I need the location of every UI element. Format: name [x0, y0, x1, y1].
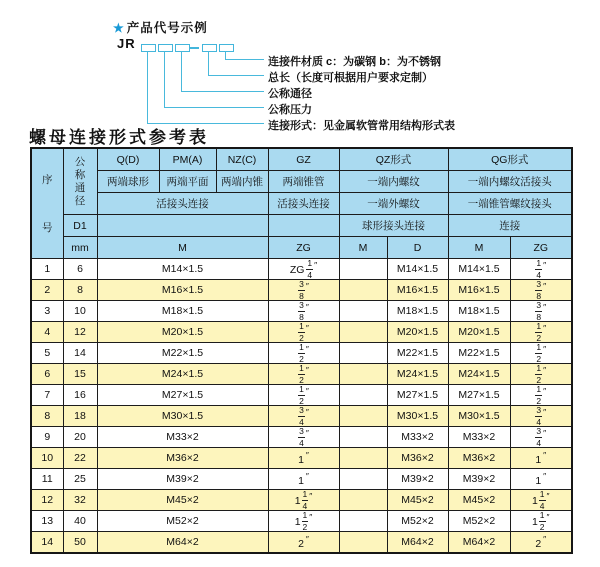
conn-type-taper-joint: 一端锥管螺纹接头 — [448, 193, 572, 215]
table-row — [31, 385, 572, 406]
table-row — [31, 511, 572, 532]
cell-zg: $\frac{3}{8}$ ″ — [268, 280, 339, 301]
table-row — [31, 322, 572, 343]
conn-label: 连接 — [448, 215, 572, 237]
cell-qz-m — [339, 532, 387, 554]
cell-zg: $\frac{1}{2}$ ″ — [268, 343, 339, 364]
group-header-gz: GZ — [268, 148, 339, 171]
table-row — [31, 280, 572, 301]
cell-m: M45×2 — [97, 490, 268, 511]
cell-qz-d: M30×1.5 — [387, 406, 448, 427]
cell-zg: $\frac{3}{4}$ ″ — [268, 406, 339, 427]
cell-zg: $\frac{3}{4}$ ″ — [268, 427, 339, 448]
group-header-pma: PM(A) — [159, 148, 216, 171]
cell-dn: 22 — [63, 448, 97, 469]
cell-qg-zg: $\frac{1}{2}$ ″ — [510, 343, 572, 364]
diagram-title — [113, 18, 208, 36]
cell-m: M39×2 — [97, 469, 268, 490]
cell-dn: 10 — [63, 301, 97, 322]
cell-qz-m — [339, 511, 387, 532]
cell-qz-m — [339, 427, 387, 448]
cell-qg-zg: 1 $\frac{1}{2}$ ″ — [510, 511, 572, 532]
connector-line — [181, 51, 182, 91]
cell-m: M27×1.5 — [97, 385, 268, 406]
cell-dn: 50 — [63, 532, 97, 554]
cell-qz-d: M39×2 — [387, 469, 448, 490]
table-row — [31, 343, 572, 364]
cell-qg-m: M14×1.5 — [448, 259, 510, 280]
cell-index: 2 — [31, 280, 63, 301]
cell-index: 4 — [31, 322, 63, 343]
cell-zg: $\frac{1}{2}$ ″ — [268, 385, 339, 406]
col-header-d1: D1 — [63, 215, 97, 237]
cell-dn: 16 — [63, 385, 97, 406]
empty-cell — [268, 215, 339, 237]
cell-qg-zg: $\frac{1}{2}$ ″ — [510, 364, 572, 385]
cell-index: 10 — [31, 448, 63, 469]
cell-qz-d: M22×1.5 — [387, 343, 448, 364]
cell-qg-m: M27×1.5 — [448, 385, 510, 406]
cell-index: 9 — [31, 427, 63, 448]
connector-line — [208, 75, 264, 76]
desc-nzc: 两端内锥 — [216, 171, 268, 193]
cell-qz-d: M36×2 — [387, 448, 448, 469]
desc-qg: 一端内螺纹活接头 — [448, 171, 572, 193]
cell-m: M36×2 — [97, 448, 268, 469]
cell-zg: $\frac{1}{2}$ ″ — [268, 322, 339, 343]
cell-qz-m — [339, 301, 387, 322]
cell-dn: 15 — [63, 364, 97, 385]
cell-dn: 32 — [63, 490, 97, 511]
code-box-4 — [202, 44, 217, 52]
connector-line — [208, 51, 209, 75]
cell-qz-d: M14×1.5 — [387, 259, 448, 280]
label-total-length: 总长（长度可根据用户要求定制） — [268, 72, 433, 84]
table-row — [31, 406, 572, 427]
cell-qg-m: M45×2 — [448, 490, 510, 511]
cell-zg: 1 $\frac{1}{4}$ ″ — [268, 490, 339, 511]
unit-qz-m: M — [339, 237, 387, 259]
cell-index: 14 — [31, 532, 63, 554]
cell-qg-m: M18×1.5 — [448, 301, 510, 322]
unit-qz-d: D — [387, 237, 448, 259]
cell-dn: 14 — [63, 343, 97, 364]
cell-qg-m: M39×2 — [448, 469, 510, 490]
group-header-nzc: NZ(C) — [216, 148, 268, 171]
group-header-qz: QZ形式 — [339, 148, 448, 171]
cell-m: M52×2 — [97, 511, 268, 532]
cell-index: 3 — [31, 301, 63, 322]
cell-m: M33×2 — [97, 427, 268, 448]
code-prefix: JR — [117, 36, 136, 51]
cell-qz-d: M52×2 — [387, 511, 448, 532]
label-nominal-pressure: 公称压力 — [268, 104, 312, 116]
cell-m: M20×1.5 — [97, 322, 268, 343]
code-box-3 — [175, 44, 190, 52]
cell-qz-d: M16×1.5 — [387, 280, 448, 301]
label-material: 连接件材质 c：为碳钢 b：为不锈钢 — [268, 56, 441, 68]
table-row — [31, 364, 572, 385]
cell-qz-m — [339, 406, 387, 427]
cell-m: M24×1.5 — [97, 364, 268, 385]
cell-qg-m: M36×2 — [448, 448, 510, 469]
label-connection-form: 连接形式：见金属软管常用结构形式表 — [268, 120, 455, 132]
connector-line — [164, 51, 165, 107]
cell-qz-m — [339, 490, 387, 511]
table-row — [31, 490, 572, 511]
connector-line — [147, 51, 148, 123]
cell-m: M16×1.5 — [97, 280, 268, 301]
cell-dn: 8 — [63, 280, 97, 301]
connector-line — [225, 51, 226, 59]
cell-dn: 40 — [63, 511, 97, 532]
col-header-index: 序 号 — [31, 148, 63, 259]
cell-qg-zg: $\frac{1}{2}$ ″ — [510, 322, 572, 343]
group-header-qg: QG形式 — [448, 148, 572, 171]
cell-index: 8 — [31, 406, 63, 427]
cell-dn: 18 — [63, 406, 97, 427]
diagram-title-text: 产品代号示例 — [126, 21, 208, 35]
code-separator-dash — [190, 47, 199, 49]
connector-line — [225, 59, 264, 60]
cell-zg: 1 $\frac{1}{2}$ ″ — [268, 511, 339, 532]
conn-ball-joint: 球形接头连接 — [339, 215, 448, 237]
desc-qz: 一端内螺纹 — [339, 171, 448, 193]
cell-qg-m: M33×2 — [448, 427, 510, 448]
cell-zg: $\frac{3}{8}$ ″ — [268, 301, 339, 322]
cell-qz-m — [339, 280, 387, 301]
cell-dn: 12 — [63, 322, 97, 343]
cell-qg-zg: 1 $\frac{1}{4}$ ″ — [510, 490, 572, 511]
table-row — [31, 427, 572, 448]
code-box-2 — [158, 44, 173, 52]
cell-zg: 1 ″ — [268, 469, 339, 490]
cell-index: 5 — [31, 343, 63, 364]
cell-qg-zg: $\frac{3}{8}$ ″ — [510, 280, 572, 301]
code-box-5 — [219, 44, 234, 52]
cell-qg-zg: $\frac{1}{4}$ ″ — [510, 259, 572, 280]
cell-qg-m: M30×1.5 — [448, 406, 510, 427]
cell-qz-m — [339, 469, 387, 490]
cell-zg: $\frac{1}{2}$ ″ — [268, 364, 339, 385]
table-row — [31, 301, 572, 322]
cell-index: 13 — [31, 511, 63, 532]
cell-qg-m: M52×2 — [448, 511, 510, 532]
cell-qz-d: M33×2 — [387, 427, 448, 448]
cell-qg-zg: 1 ″ — [510, 448, 572, 469]
conn-type-union: 活接头连接 — [97, 193, 268, 215]
nut-connection-table — [30, 147, 573, 554]
desc-pma: 两端平面 — [159, 171, 216, 193]
cell-m: M14×1.5 — [97, 259, 268, 280]
cell-index: 12 — [31, 490, 63, 511]
cell-qz-d: M27×1.5 — [387, 385, 448, 406]
cell-m: M22×1.5 — [97, 343, 268, 364]
cell-dn: 20 — [63, 427, 97, 448]
cell-qg-zg: $\frac{3}{4}$ ″ — [510, 427, 572, 448]
group-header-qd: Q(D) — [97, 148, 159, 171]
cell-qz-m — [339, 364, 387, 385]
cell-qz-d: M18×1.5 — [387, 301, 448, 322]
unit-qg-m: M — [448, 237, 510, 259]
cell-qg-zg: $\frac{1}{2}$ ″ — [510, 385, 572, 406]
cell-qz-m — [339, 385, 387, 406]
cell-qg-m: M64×2 — [448, 532, 510, 554]
conn-type-union-gz: 活接头连接 — [268, 193, 339, 215]
unit-m: M — [97, 237, 268, 259]
cell-index: 1 — [31, 259, 63, 280]
cell-qg-zg: 2 ″ — [510, 532, 572, 554]
cell-qz-m — [339, 343, 387, 364]
cell-qz-m — [339, 448, 387, 469]
table-row — [31, 448, 572, 469]
label-nominal-diameter: 公称通径 — [268, 88, 312, 100]
unit-zg: ZG — [268, 237, 339, 259]
cell-qg-m: M16×1.5 — [448, 280, 510, 301]
unit-mm: mm — [63, 237, 97, 259]
cell-zg: 1 ″ — [268, 448, 339, 469]
desc-qd: 两端球形 — [97, 171, 159, 193]
cell-qg-zg: $\frac{3}{4}$ ″ — [510, 406, 572, 427]
cell-m: M64×2 — [97, 532, 268, 554]
unit-qg-zg: ZG — [510, 237, 572, 259]
table-row — [31, 532, 572, 554]
table-body — [31, 259, 572, 554]
cell-zg: 2 ″ — [268, 532, 339, 554]
code-box-1 — [141, 44, 156, 52]
cell-qz-d: M20×1.5 — [387, 322, 448, 343]
cell-index: 6 — [31, 364, 63, 385]
cell-qg-m: M22×1.5 — [448, 343, 510, 364]
table-row — [31, 469, 572, 490]
cell-dn: 6 — [63, 259, 97, 280]
cell-qz-d: M45×2 — [387, 490, 448, 511]
cell-dn: 25 — [63, 469, 97, 490]
col-header-nominal-diameter: 公 称 通 径 — [63, 148, 97, 215]
cell-qz-d: M24×1.5 — [387, 364, 448, 385]
desc-gz: 两端锥管 — [268, 171, 339, 193]
cell-zg: ZG $\frac{1}{4}$ ″ — [268, 259, 339, 280]
cell-qg-m: M24×1.5 — [448, 364, 510, 385]
cell-qg-zg: $\frac{3}{8}$ ″ — [510, 301, 572, 322]
cell-index: 7 — [31, 385, 63, 406]
table-title: 螺母连接形式参考表 — [29, 128, 209, 148]
cell-qz-m — [339, 259, 387, 280]
cell-m: M18×1.5 — [97, 301, 268, 322]
cell-qg-zg: 1 ″ — [510, 469, 572, 490]
star-icon: ★ — [113, 21, 125, 35]
empty-cell — [97, 215, 268, 237]
table-row — [31, 259, 572, 280]
connector-line — [181, 91, 264, 92]
conn-type-external-thread: 一端外螺纹 — [339, 193, 448, 215]
connector-line — [164, 107, 264, 108]
cell-qz-d: M64×2 — [387, 532, 448, 554]
cell-qz-m — [339, 322, 387, 343]
cell-index: 11 — [31, 469, 63, 490]
cell-qg-m: M20×1.5 — [448, 322, 510, 343]
cell-m: M30×1.5 — [97, 406, 268, 427]
